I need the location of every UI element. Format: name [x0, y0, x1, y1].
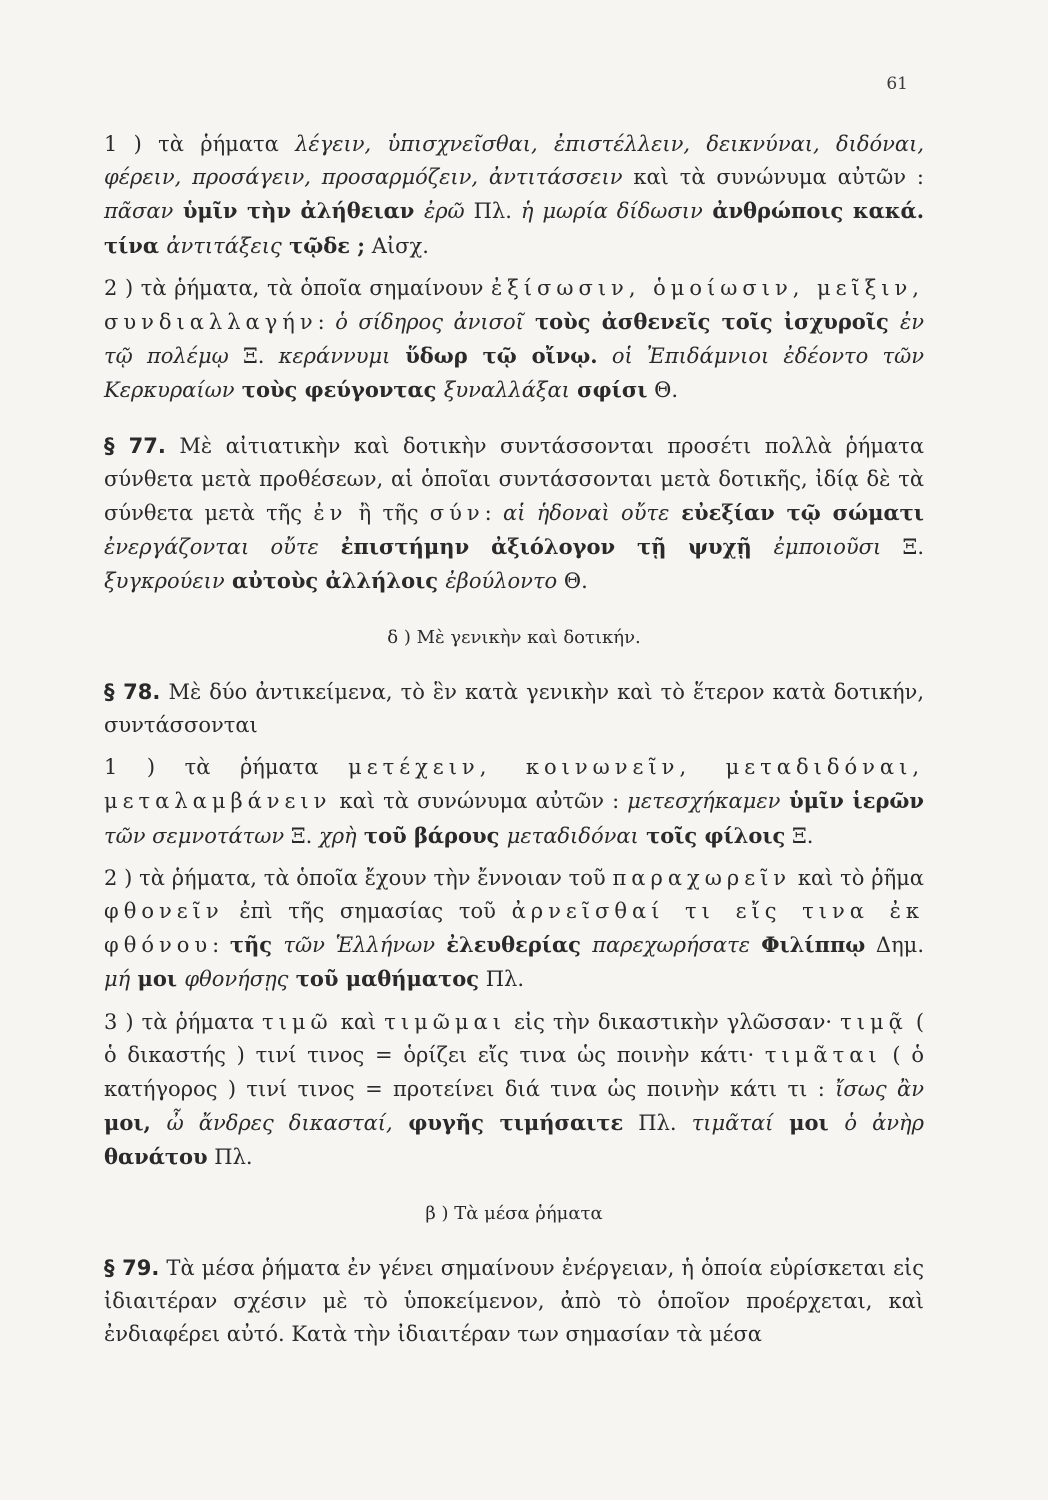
text-run: ξυγκρούειν [104, 569, 225, 594]
text-run: πᾶσαν [104, 199, 174, 224]
text-run: σύν [429, 501, 485, 526]
text-run: Πλ. [479, 967, 524, 992]
text-run: Τὰ μέσα ῥήματα ἐν γένει σημαίνουν ἐνέργειαν, ἡ ὁποία εὑρίσκεται εἰς ἰδιαιτέραν σχέσιν μὲ τὸ ὑποκείμενον, ἀπὸ τὸ ὁποῖον προέρχεται, καὶ ἐνδιαφέρει αὐτό. Κατὰ τὴν ἰδιαιτέραν των σημασίαν τὰ μέσα [104, 1255, 924, 1347]
text-run: Μὲ δύο ἀντικείμενα, τὸ ἓν κατὰ γενικὴν καὶ τὸ ἕτερον κατὰ δοτικήν, συντάσσονται [104, 679, 924, 738]
page-body [104, 128, 924, 1352]
text-run: ὁ σίδηρος ἀνισοῖ [335, 310, 524, 335]
text-run: Δημ. [865, 933, 925, 958]
text-run: ἡ μωρία δίδωσιν [520, 199, 703, 224]
text-run: : [317, 310, 336, 335]
text-run: κεράννυμι [278, 344, 391, 369]
text-run: ἐρῶ [423, 199, 465, 224]
text-run: Αἰσχ. [365, 233, 429, 258]
text-run: Πλ. [464, 199, 521, 224]
text-run: Θ. [557, 569, 588, 594]
text-run: ὦ ἄνδρες δικασταί, [166, 1111, 393, 1136]
text-run: παραχωρεῖν [612, 865, 792, 890]
text-run: Ξ. [785, 823, 814, 848]
text-run: ( ὁ κατήγορος ) τινί τινος = προτείνει διά τινα ὡς ποινὴν κάτι τι : [104, 1042, 924, 1102]
text-run: φθονεῖν [104, 899, 224, 924]
subheading-delta: δ ) Μὲ γενικὴν καὶ δοτικήν. [387, 626, 641, 648]
text-run: τιμῶμαι [384, 1009, 506, 1034]
text-run: παρεχωρήσατε [592, 933, 750, 958]
text-run: ἐν τῷ πολέμῳ [104, 310, 924, 369]
text-run: ἀντιτάξεις [166, 233, 282, 258]
text-run: καὶ [332, 1009, 385, 1034]
text-run: Μὲ αἰτιατικὴν καὶ δοτικὴν συντάσσονται προσέτι πολλὰ ῥήματα σύνθετα μετὰ προθέσεων, αἱ ὁποῖαι συντάσσονται μετὰ δοτικῆς, ἰδίᾳ δὲ τὰ σύνθετα μετὰ τῆς [104, 433, 924, 526]
text-run: αὐτοὺς ἀλλήλοις [224, 568, 446, 594]
text-run: § 77. [104, 433, 166, 458]
paragraph-78-1 [104, 751, 924, 853]
section-79 [104, 1252, 924, 1352]
text-run: 2 ) τὰ ῥήματα, τὰ ὁποῖα σημαίνουν [104, 275, 491, 300]
text-run: 2 ) τὰ ῥήματα, τὰ ὁποῖα ἔχουν τὴν ἔννοιαν τοῦ [104, 865, 613, 890]
text-run: καὶ τὰ συνώνυμα αὐτῶν : [331, 789, 628, 814]
text-run: θανάτου [104, 1144, 208, 1170]
text-run: ἐπιστήμην ἀξιόλογον τῇ ψυχῇ [318, 534, 774, 560]
text-run: εὐεξίαν τῷ σώματι [669, 500, 924, 526]
text-run: ἐμποιοῦσι [773, 535, 882, 560]
text-run: : [212, 933, 230, 958]
text-run: μοι [130, 966, 185, 992]
paragraph-1 [104, 128, 924, 263]
paragraph-2 [104, 272, 924, 408]
text-run: τοῖς φίλοις [638, 822, 786, 848]
text-run: 1 ) τὰ ῥήματα [104, 132, 296, 156]
section-77 [104, 430, 924, 599]
text-run: Θ. [647, 378, 679, 403]
text-run: ἴσως ἂν [835, 1077, 924, 1102]
text-run: καὶ τὰ συνώνυμα αὐτῶν : [622, 165, 924, 190]
text-run: λέγειν, ὑπισχνεῖσθαι, ἐπιστέλλειν, δεικνύναι, διδόναι, φέρειν, προσάγειν, προσαρμόζειν, ἀντιτάσσειν [104, 132, 924, 190]
text-run: τιμᾶταί [691, 1111, 774, 1136]
text-run: τοὺς φεύγοντας [234, 377, 444, 403]
paragraph-78-2 [104, 862, 924, 997]
text-run: εἰς τὴν δικαστικὴν γλῶσσαν· [505, 1009, 841, 1034]
text-run: 1 ) τὰ ῥήματα [104, 755, 349, 780]
text-run: τιμᾷ [840, 1009, 908, 1034]
text-run: ἐνεργάζονται οὔτε [104, 535, 319, 560]
text-run: ἐβούλοντο [445, 569, 558, 594]
text-run: τῶν σεμνοτάτων [104, 823, 285, 848]
text-run: 3 ) τὰ ῥήματα [104, 1009, 263, 1034]
text-run: αἱ ἡδοναὶ οὔτε [503, 501, 670, 526]
text-run: καὶ τὸ ῥῆμα [791, 865, 924, 890]
text-run: τῆς [229, 932, 284, 958]
text-run: μή [104, 967, 131, 992]
paragraph-78-3 [104, 1006, 924, 1175]
text-run: : [484, 501, 504, 526]
text-run: τοὺς ἀσθενεῖς τοῖς ἰσχυροῖς [523, 309, 900, 335]
text-run: ἢ τῆς [347, 501, 430, 526]
text-run: ἐπὶ τῆς σημασίας τοῦ [223, 899, 512, 924]
text-run: μεταδιδόναι [506, 823, 639, 848]
text-run: ἐλευθερίας [434, 932, 593, 958]
text-run: ξυναλλάξαι [443, 378, 570, 403]
text-run: μετέχειν, κοινωνεῖν, μεταδιδόναι, μεταλαμβάνειν [104, 755, 924, 814]
page-number: 61 [886, 74, 908, 94]
text-run: ἀνθρώποις κακά. τίνα [104, 198, 925, 258]
text-run: οἱ Ἐπιδάμνιοι ἐδέοντο τῶν Κερκυραίων [104, 344, 924, 403]
text-run: φυγῆς τιμήσαιτε [392, 1110, 624, 1136]
text-run: τῶν Ἑλλήνων [283, 933, 435, 958]
subheading-beta: β ) Τὰ μέσα ῥήματα [425, 1202, 603, 1224]
text-run: φθονήσῃς [184, 967, 289, 992]
text-run: ὁ ἀνὴρ [844, 1111, 924, 1136]
text-run: μοι, [104, 1110, 167, 1136]
text-run: τῷδε ; [281, 232, 366, 258]
text-run: μετεσχήκαμεν [627, 789, 781, 814]
text-run: τιμᾶται [764, 1042, 882, 1067]
text-run: ἐξίσωσιν, ὁμοίωσιν, μεῖξιν, συνδιαλλαγήν [104, 275, 924, 335]
text-run: Πλ. [207, 1145, 253, 1170]
text-run: ( ὁ δικαστής ) τινί τινος = ὁρίζει εἴς τινα ὡς ποινὴν κάτι· [104, 1009, 925, 1067]
text-run: Φιλίππῳ [749, 932, 866, 958]
text-run: Ξ. [228, 344, 279, 369]
text-run: Ξ. [284, 823, 319, 848]
text-run: χρὴ [318, 823, 357, 848]
text-run: ὑμῖν ἱερῶν [780, 788, 924, 814]
text-run: μοι [773, 1110, 845, 1136]
text-run: ὕδωρ τῷ οἴνῳ. [390, 343, 598, 369]
text-run: Πλ. [623, 1111, 692, 1136]
text-run: § 79. [104, 1255, 160, 1280]
text-run: ὑμῖν τὴν ἀλήθειαν [173, 198, 424, 224]
text-run [598, 344, 612, 368]
text-run: τιμῶ [262, 1009, 333, 1034]
text-run: ἀρνεῖσθαί τι εἴς τινα ἐκ φθόνου [104, 899, 924, 958]
text-run: § 78. [104, 679, 161, 704]
text-run: τοῦ βάρους [356, 822, 507, 848]
text-run: τοῦ μαθήματος [288, 966, 480, 992]
text-run: ἐν [313, 501, 348, 526]
text-run: Ξ. [881, 535, 924, 560]
text-run: σφίσι [569, 377, 648, 403]
section-78 [104, 676, 924, 742]
